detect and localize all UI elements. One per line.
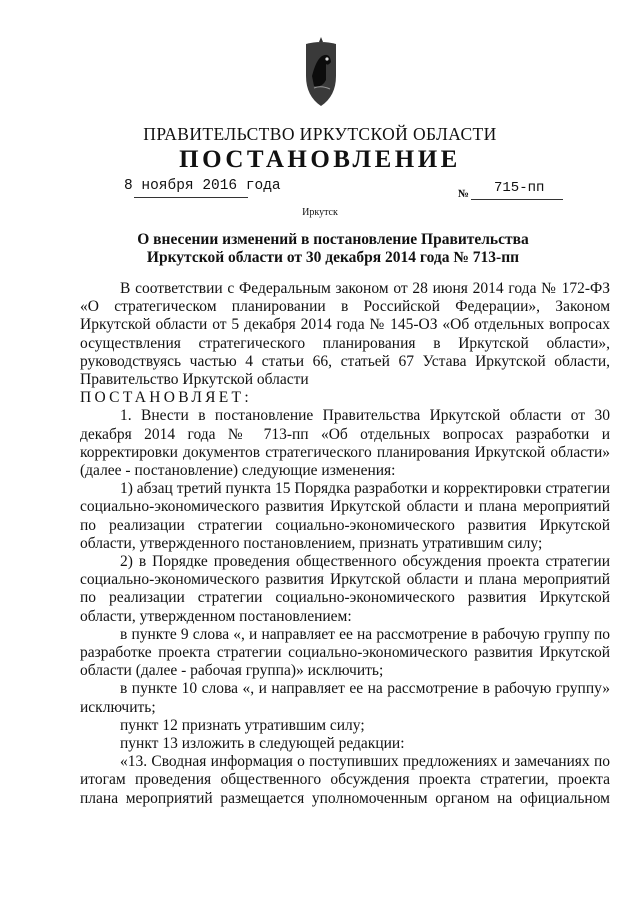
document-city: Иркутск <box>302 207 338 218</box>
point-13-text-paragraph: «13. Сводная информация о поступивших предложениях и замечаниях по итогам проведения общественного обсуждения проекта стратегии, проекта плана мероприятий размещается уполномоченным органом на официальном <box>80 753 610 807</box>
preamble-paragraph: В соответствии с Федеральным законом от 28 июня 2014 года № 172-ФЗ «О стратегическом планировании в Российской Федерации», Законом Иркутской области от 5 декабря 2014 года № 145-ОЗ «Об отдельных вопросах осуществления стратегического планирования в Иркутской области», руководствуясь частью 4 статьи 66, статьей 67 Устава Иркутской области, Правительство Иркутской области <box>80 280 610 389</box>
document-heading: О внесении изменений в постановление Правительства Иркутской области от 30 декабря 2014 года № 713-пп <box>137 231 529 266</box>
document-body <box>80 280 610 808</box>
point-9-paragraph: в пункте 9 слова «, и направляет ее на рассмотрение в рабочую группу по разработке проекта стратегии социально-экономического развития Иркутской области (далее - рабочая группа)» исключить; <box>80 625 610 680</box>
number-sign: № <box>458 188 470 200</box>
document-number: 715-пп <box>494 180 545 196</box>
government-name: ПРАВИТЕЛЬСТВО ИРКУТСКОЙ ОБЛАСТИ <box>143 124 497 144</box>
subclause-2-paragraph: 2) в Порядке проведения общественного обсуждения проекта стратегии социально-экономического развития Иркутской области и плана мероприятий по реализации стратегии социально-экономического развития Иркутской области, утвержденном постановлением: <box>80 553 610 625</box>
decree-word: ПОСТАНОВЛЯЕТ: <box>80 389 252 407</box>
point-10-paragraph: в пункте 10 слова «, и направляет ее на рассмотрение в рабочую группу» исключить; <box>80 680 610 716</box>
number-underline <box>471 199 563 200</box>
document-date: 8 ноября 2016 года <box>124 178 281 194</box>
document-type: ПОСТАНОВЛЕНИЕ <box>179 146 461 173</box>
point-12-paragraph: пункт 12 признать утратившим силу; <box>120 716 365 734</box>
point-13-paragraph: пункт 13 изложить в следующей редакции: <box>120 735 405 753</box>
date-underline <box>134 197 248 198</box>
subclause-1-paragraph: 1) абзац третий пункта 15 Порядка разработки и корректировки стратегии социально-экономического развития Иркутской области и плана мероприятий по реализации стратегии социально-экономического развития Иркутской области, утвержденного постановлением, признать утратившим силу; <box>80 480 610 552</box>
clause-1-paragraph: 1. Внести в постановление Правительства Иркутской области от 30 декабря 2014 года № 713-пп «Об отдельных вопросах разработки и корректировки документов стратегического планирования Иркутской области» (далее - постановление) следующие изменения: <box>80 407 610 480</box>
coat-of-arms-icon <box>300 36 342 108</box>
